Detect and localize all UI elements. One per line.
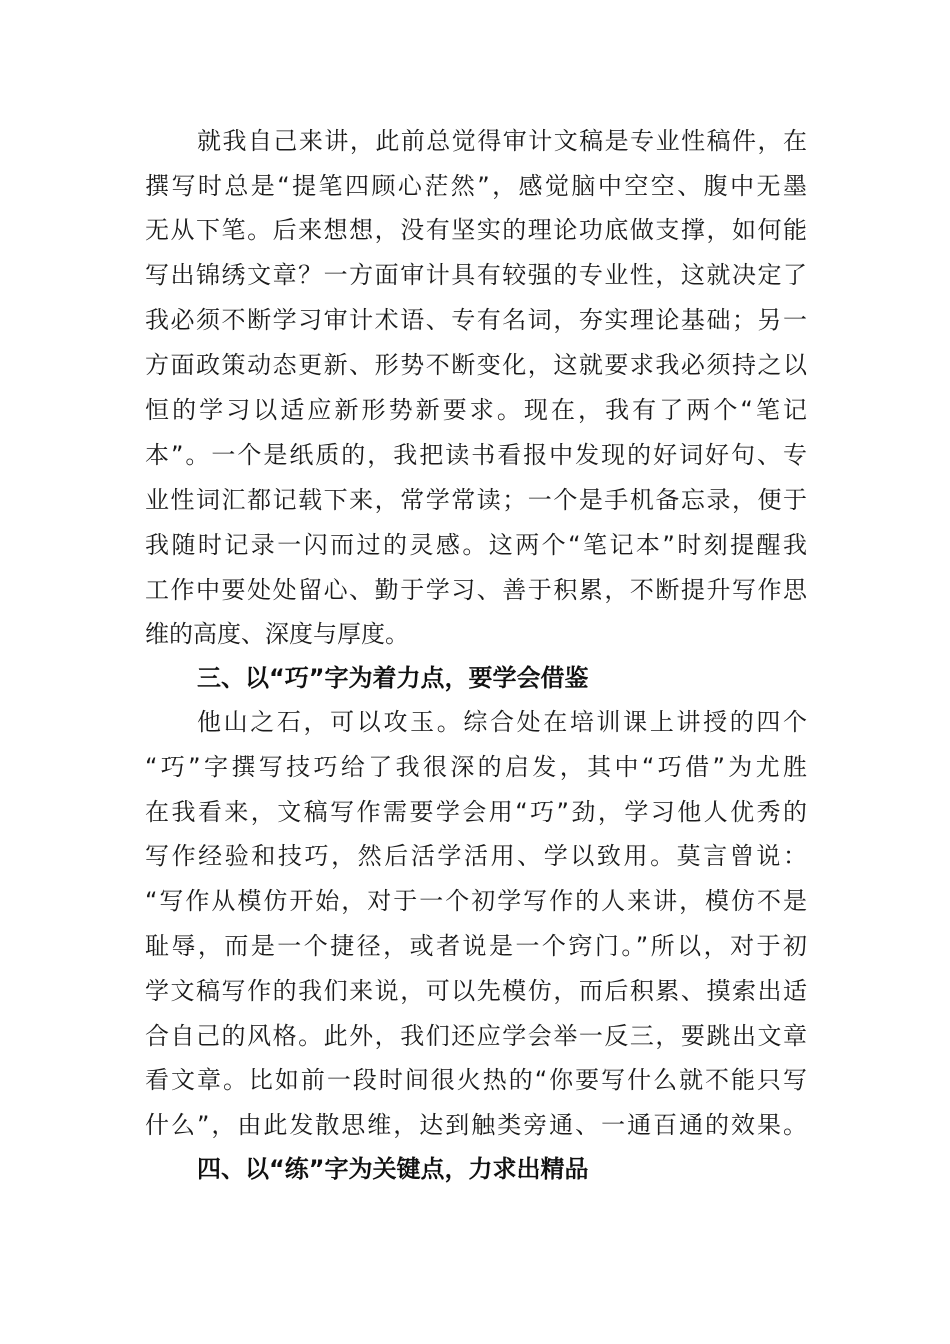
paragraph-line: 写作经验和技巧，然后活学活用、学以致用。莫言曾说： <box>145 842 807 870</box>
paragraph-line: “巧”字撰写技巧给了我很深的启发，其中“巧借”为尤胜 <box>145 753 807 781</box>
paragraph-line: 方面政策动态更新、形势不断变化，这就要求我必须持之以 <box>145 351 807 379</box>
paragraph-line: 写出锦绣文章？一方面审计具有较强的专业性，这就决定了 <box>145 261 807 289</box>
paragraph-line: 合自己的风格。此外，我们还应学会举一反三，要跳出文章 <box>145 1022 807 1050</box>
paragraph-line: 学文稿写作的我们来说，可以先模仿，而后积累、摸索出适 <box>145 977 807 1005</box>
paragraph-line: 业性词汇都记载下来，常学常读；一个是手机备忘录，便于 <box>145 486 807 514</box>
paragraph-line: 我随时记录一闪而过的灵感。这两个“笔记本”时刻提醒我 <box>145 531 807 559</box>
paragraph-line: 工作中要处处留心、勤于学习、善于积累，不断提升写作思 <box>145 576 807 604</box>
paragraph-line: 本”。一个是纸质的，我把读书看报中发现的好词好句、专 <box>145 441 807 469</box>
section-heading-3: 三、以“巧”字为着力点，要学会借鉴 <box>197 664 589 692</box>
paragraph-line: 我必须不断学习审计术语、专有名词，夯实理论基础；另一 <box>145 306 807 334</box>
paragraph-line: 耻辱，而是一个捷径，或者说是一个窍门。”所以，对于初 <box>145 932 807 960</box>
paragraph-line: 看文章。比如前一段时间很火热的“你要写什么就不能只写 <box>145 1066 807 1094</box>
paragraph-line: 什么”，由此发散思维，达到触类旁通、一通百通的效果。 <box>145 1111 807 1139</box>
paragraph-line: 维的高度、深度与厚度。 <box>145 620 409 648</box>
section-heading-4: 四、以“练”字为关键点，力求出精品 <box>197 1155 589 1183</box>
paragraph-line: 他山之石，可以攻玉。综合处在培训课上讲授的四个 <box>197 708 807 736</box>
paragraph-line: 撰写时总是“提笔四顾心茫然”，感觉脑中空空、腹中无墨 <box>145 172 807 200</box>
paragraph-line: 就我自己来讲，此前总觉得审计文稿是专业性稿件，在 <box>197 127 807 155</box>
paragraph-line: “写作从模仿开始，对于一个初学写作的人来讲，模仿不是 <box>145 887 807 915</box>
paragraph-line: 无从下笔。后来想想，没有坚实的理论功底做支撑，如何能 <box>145 216 807 244</box>
paragraph-line: 恒的学习以适应新形势新要求。现在，我有了两个“笔记 <box>145 396 807 424</box>
paragraph-line: 在我看来，文稿写作需要学会用“巧”劲，学习他人优秀的 <box>145 798 807 826</box>
